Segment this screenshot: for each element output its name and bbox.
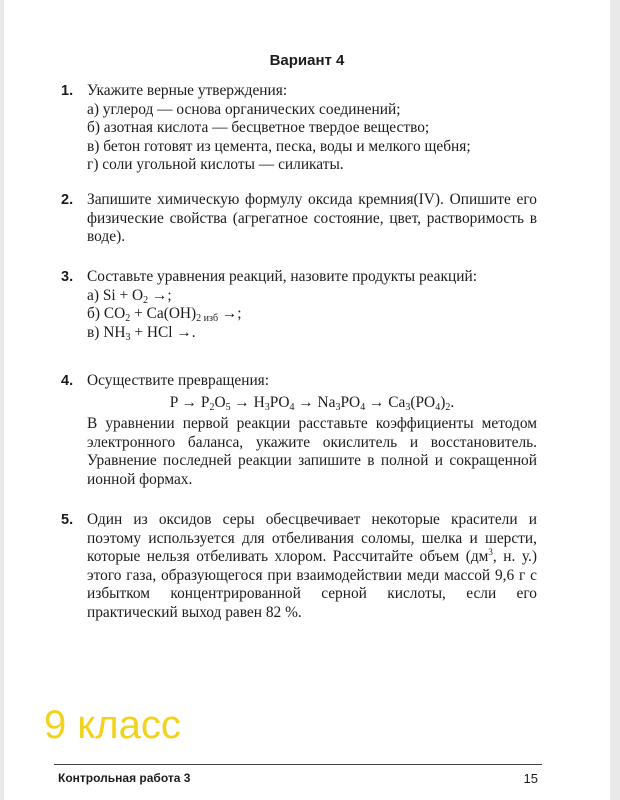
task-number: 4.: [61, 373, 74, 389]
task-5-text: Один из оксидов серы обесцвечивает некоторые красители и поэтому используется для отбеливания соломы, шелка и шерсти, которые нельзя отбеливать хлором. Рассчитайте объем ($дм^3$, н. у.) этого газа, образующегося при взаимодействии меди массой 9,6 г с избытком концентрированной серной кислоты, если его практический выход равен 82 %.: [87, 511, 537, 621]
task-1-intro: Укажите верные утверждения:: [87, 82, 288, 99]
worksheet-page: [4, 0, 610, 800]
equation-label: а): [87, 286, 99, 304]
equation-label: б): [87, 305, 100, 322]
task-1-option-c: в) бетон готовят из цемента, песка, воды и мелкого щебня;: [87, 137, 471, 155]
footer-divider: [54, 764, 542, 765]
grade-label: 9 класс: [44, 703, 181, 747]
task-1-option-d: г) соли угольной кислоты — силикаты.: [87, 156, 344, 173]
task-number: 3.: [61, 269, 74, 285]
variant-title: Вариант 4: [269, 52, 345, 69]
equation-c: в) $NH_3$ + HCl →.: [87, 323, 196, 343]
equation-label: в): [87, 323, 100, 341]
task-number: 5.: [61, 512, 74, 528]
task-2: [61, 191, 537, 247]
equation-a: а) $Si + O_2$ →;: [87, 286, 172, 306]
footer-title: Контрольная работа 3: [58, 771, 191, 785]
task-1-option-a: а) углерод — основа органических соединений;: [87, 100, 401, 118]
equation-b: б) $CO_2 + Ca(OH)_{2 изб}$ →;: [87, 305, 242, 324]
task-4-intro: Осуществите превращения:: [87, 372, 270, 389]
task-number: 1.: [61, 83, 74, 99]
task-3-intro: Составьте уравнения реакций, назовите продукты реакций:: [87, 268, 477, 285]
task-4: [61, 372, 537, 489]
task-2-text: Запишите химическую формулу оксида кремния(IV). Опишите его физические свойства (агрегатное состояние, цвет, растворимость в воде).: [87, 191, 537, 245]
task-4-text: В уравнении первой реакции расставьте коэффициенты методом электронного баланса, укажите окислитель и восстановитель. Уравнение последней реакции запишите в полной и сокращенной ионной формах.: [87, 415, 537, 488]
transformation-chain: $P \to P_2O_5 \to H_3PO_4 \to Na_3PO_4 \to Ca_3(PO_4)_2$.: [169, 393, 455, 413]
task-5: [61, 511, 537, 622]
page-number: 15: [523, 771, 538, 786]
task-number: 2.: [61, 192, 74, 208]
task-3: [61, 268, 537, 343]
task-1-option-b: б) азотная кислота — бесцветное твердое вещество;: [87, 119, 430, 136]
task-1: [61, 82, 537, 175]
